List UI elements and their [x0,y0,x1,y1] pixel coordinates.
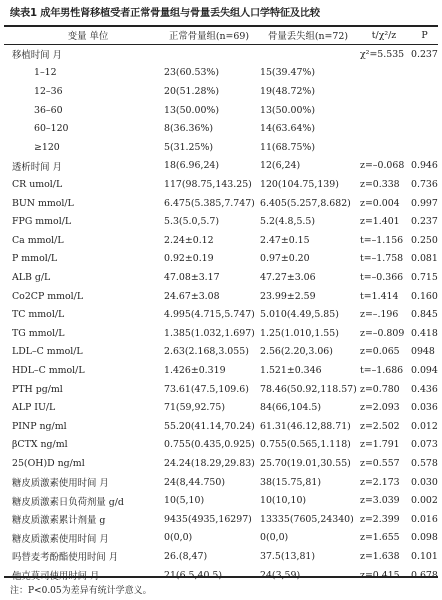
row-label: 糖皮质激素使用时间 月 [12,533,109,545]
table-row [4,194,438,213]
normal-group-value: 55.20(41.14,70.24) [164,420,255,432]
table-bottom-rule [4,576,438,578]
p-value: 0.436 [411,383,438,395]
test-statistic: z=1.401 [360,216,400,228]
normal-group-value: 24(8,44.750) [164,476,225,488]
normal-group-value: 4.995(4.715,5.747) [164,309,255,321]
row-label: 吗替麦考酚酯使用时间 月 [12,552,119,564]
loss-group-value: 78.46(50.92,118.57) [260,383,357,395]
normal-group-value: 20(51.28%) [164,85,219,97]
test-statistic [360,119,408,138]
test-statistic: z=2.399 [360,513,400,525]
loss-group-value: 14(63.64%) [260,123,315,135]
p-value: 0.036 [411,402,438,414]
p-value: 0.002 [411,495,438,507]
loss-group-value: 84(66,104.5) [260,402,321,414]
loss-group-value: 11(68.75%) [260,141,315,153]
normal-group-value: 117(98.75,143.25) [164,178,252,190]
p-value: 0.418 [411,327,438,339]
row-label: 36–60 [34,104,63,116]
p-value: 0.715 [411,271,438,283]
p-value [411,138,438,157]
row-label: TG mmol/L [12,327,65,339]
loss-group-value: 120(104.75,139) [260,178,339,190]
table-header [4,26,438,44]
p-value: 0.736 [411,178,438,190]
p-value: 0948 [411,346,435,358]
table-row [4,380,438,399]
table-row [4,250,438,269]
normal-group-value [164,45,254,64]
p-value: 0.073 [411,439,438,451]
normal-group-value: 18(6.96,24) [164,160,220,172]
row-label: 糖皮质激素累计剂量 g [12,515,106,527]
loss-group-value: 6.405(5.257,8.682) [260,197,351,209]
table-row [4,82,438,101]
row-label: LDL–C mmol/L [12,346,83,358]
p-value [411,119,438,138]
test-statistic [360,64,408,83]
row-label: ALB g/L [12,271,51,283]
p-value [411,82,438,101]
test-statistic: z=–0.809 [360,327,405,339]
p-value: 0.997 [411,197,438,209]
normal-group-value: 9435(4935,16297) [164,513,252,525]
row-label: BUN mmol/L [12,197,74,209]
row-label: 1–12 [34,67,57,79]
p-value: 0.081 [411,253,438,265]
table-footnote: 注：P<0.05为差异有统计学意义。 [10,586,152,596]
row-label: FPG mmol/L [12,216,72,228]
test-statistic: t=–1.686 [360,364,404,376]
normal-group-value: 0.755(0.435,0.925) [164,439,255,451]
p-value: 0.578 [411,457,438,469]
row-label: 12–36 [34,85,63,97]
loss-group-value: 47.27±3.06 [260,271,316,283]
loss-group-value: 5.010(4.49,5.85) [260,309,339,321]
test-statistic: z=–0.068 [360,160,405,172]
p-value: 0.237 [411,48,438,60]
table-row [4,101,438,120]
table-row [4,212,438,231]
p-value: 0.098 [411,532,438,544]
test-statistic: χ²=5.535 [360,48,405,60]
table-row [4,157,438,176]
loss-group-value: 1.25(1.010,1.55) [260,327,339,339]
row-label: 透析时间 月 [12,161,62,173]
test-statistic: z=0.780 [360,383,400,395]
test-statistic: z=1.655 [360,532,400,544]
normal-group-value: 73.61(47.5,109.6) [164,383,249,395]
table-row [4,287,438,306]
loss-group-value: 0.755(0.565,1.118) [260,439,351,451]
row-label: HDL–C mmol/L [12,364,85,376]
normal-group-value: 0.92±0.19 [164,253,214,265]
p-value [411,101,438,120]
p-value [411,64,438,83]
row-label: Ca mmol/L [12,234,64,246]
p-value: 0.094 [411,364,438,376]
table-row [4,119,438,138]
row-label: TC mmol/L [12,309,65,321]
table-row [4,529,438,548]
test-statistic: z=–.196 [360,309,399,321]
row-label: ≥120 [34,141,60,153]
table-row [4,343,438,362]
loss-group-value: 15(39.47%) [260,67,315,79]
loss-group-value: 38(15.75,81) [260,476,321,488]
test-statistic: z=0.557 [360,457,400,469]
test-statistic: z=2.173 [360,476,400,488]
test-statistic [360,82,408,101]
row-label: 移植时间 月 [12,50,62,62]
table-title: 续表1 成年男性肾移植受者正常骨量组与骨量丢失组人口学特征及比较 [10,8,320,19]
loss-group-value: 12(6,24) [260,160,301,172]
loss-group-value: 0(0,0) [260,532,289,544]
table-row [4,268,438,287]
table-row [4,231,438,250]
p-value: 0.237 [411,216,438,228]
normal-group-value: 2.63(2.168,3.055) [164,346,249,358]
normal-group-value: 8(36.36%) [164,123,214,135]
normal-group-value: 23(60.53%) [164,67,219,79]
normal-group-value: 0(0,0) [164,532,193,544]
test-statistic: t=1.414 [360,290,399,302]
row-label: PINP ng/ml [12,420,67,432]
loss-group-value: 13(50.00%) [260,104,315,116]
table-row [4,417,438,436]
normal-group-value: 47.08±3.17 [164,271,220,283]
p-value: 0.012 [411,420,438,432]
header-p: P [421,29,428,41]
normal-group-value: 6.475(5.385,7.747) [164,197,255,209]
normal-group-value: 1.385(1.032,1.697) [164,327,255,339]
test-statistic: z=1.791 [360,439,400,451]
loss-group-value: 0.97±0.20 [260,253,310,265]
row-label: CR umol/L [12,178,63,190]
normal-group-value: 24.24(18.29,29.83) [164,457,255,469]
normal-group-value: 2.24±0.12 [164,234,214,246]
row-label: P mmol/L [12,253,58,265]
table-row [4,324,438,343]
loss-group-value: 10(10,10) [260,495,307,507]
normal-group-value: 71(59,92.75) [164,402,225,414]
test-statistic: z=2.502 [360,420,400,432]
loss-group-value: 25.70(19.01,30.55) [260,457,351,469]
row-label: 糖皮质激素使用时间 月 [12,478,109,490]
row-label: Co2CP mmol/L [12,290,84,302]
table-row [4,473,438,492]
loss-group-value: 19(48.72%) [260,85,315,97]
test-statistic: z=3.039 [360,495,400,507]
row-label: 60–120 [34,123,69,135]
row-label: PTH pg/ml [12,383,63,395]
loss-group-value: 37.5(13,81) [260,550,316,562]
table-row [4,305,438,324]
test-statistic [360,138,408,157]
p-value: 0.016 [411,513,438,525]
p-value: 0.845 [411,309,438,321]
loss-group-value: 13335(7605,24340) [260,513,354,525]
table-row [4,64,438,83]
table-row [4,454,438,473]
test-statistic: z=0.065 [360,346,400,358]
normal-group-value: 1.426±0.319 [164,364,226,376]
normal-group-value: 13(50.00%) [164,104,219,116]
test-statistic: z=1.638 [360,550,400,562]
table-row [4,361,438,380]
row-label: ALP IU/L [12,402,56,414]
test-statistic: t=–1.156 [360,234,404,246]
test-statistic: z=2.093 [360,402,400,414]
loss-group-value: 61.31(46.12,88.71) [260,420,351,432]
table-row [4,491,438,510]
loss-group-value: 2.56(2.20,3.06) [260,346,333,358]
normal-group-value: 5.3(5.0,5.7) [164,216,220,228]
test-statistic: t=–0.366 [360,271,404,283]
loss-group-value: 23.99±2.59 [260,290,316,302]
table-row [4,138,438,157]
table-row [4,436,438,455]
test-statistic: t=–1.758 [360,253,404,265]
table-row [4,547,438,566]
row-label: βCTX ng/ml [12,439,68,451]
header-statistic: t/χ²/z [371,29,397,41]
normal-group-value: 24.67±3.08 [164,290,220,302]
table-row [4,45,438,64]
header-variable: 变量 单位 [67,31,109,42]
header-loss-group: 骨量丢失组(n=72) [267,31,348,42]
p-value: 0.946 [411,160,438,172]
loss-group-value: 2.47±0.15 [260,234,310,246]
loss-group-value: 5.2(4.8,5.5) [260,216,316,228]
test-statistic: z=0.004 [360,197,400,209]
row-label: 糖皮质激素日负荷剂量 g/d [12,496,124,508]
normal-group-value: 5(31.25%) [164,141,214,153]
test-statistic: z=0.338 [360,178,400,190]
row-label: 25(OH)D ng/ml [12,457,85,469]
table-row [4,510,438,529]
normal-group-value: 10(5,10) [164,495,205,507]
loss-group-value [260,45,356,64]
loss-group-value: 1.521±0.346 [260,364,322,376]
p-value: 0.250 [411,234,438,246]
p-value: 0.160 [411,290,438,302]
table-row [4,398,438,417]
p-value: 0.030 [411,476,438,488]
p-value: 0.101 [411,550,438,562]
test-statistic [360,101,408,120]
normal-group-value: 26.(8,47) [164,550,208,562]
header-normal-group: 正常骨量组(n=69) [168,31,249,42]
table-row [4,175,438,194]
